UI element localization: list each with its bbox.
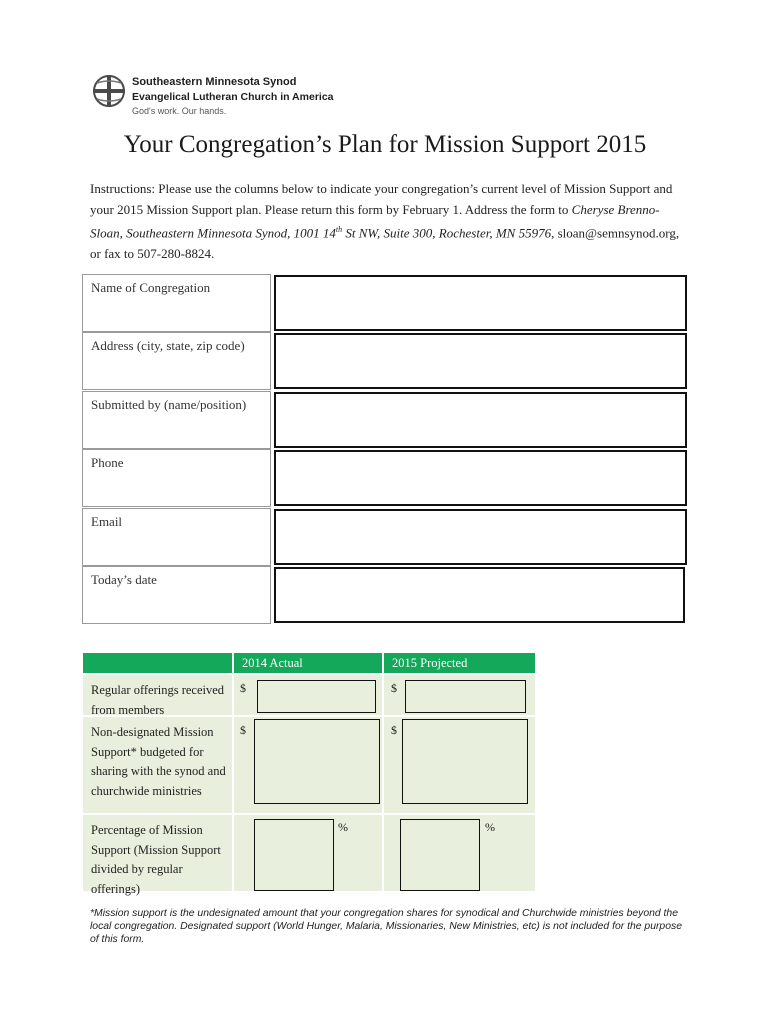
info-row-congregation — [82, 274, 687, 332]
percent-symbol: % — [338, 820, 348, 834]
submitted-by-field[interactable] — [274, 392, 687, 448]
table-cell — [234, 815, 382, 891]
cross-globe-icon — [92, 74, 126, 108]
info-row-date — [82, 566, 687, 624]
field-label: Today’s date — [82, 566, 271, 624]
phone-field[interactable] — [274, 450, 687, 506]
page-title: Your Congregation’s Plan for Mission Support 2015 — [123, 131, 647, 158]
table-header-blank — [83, 653, 232, 673]
mission-support-table — [83, 653, 535, 896]
dollar-symbol: $ — [391, 681, 397, 695]
info-row-address — [82, 332, 687, 390]
header-2015-cell — [384, 653, 535, 673]
info-row-submitted-by — [82, 391, 687, 449]
percentage-2014-input[interactable] — [254, 819, 334, 891]
dollar-symbol: $ — [240, 723, 246, 737]
info-row-email — [82, 508, 687, 566]
table-cell — [384, 815, 535, 891]
synod-logo — [92, 72, 332, 118]
field-label: Address (city, state, zip code) — [82, 332, 271, 390]
table-cell — [384, 717, 535, 813]
dollar-symbol: $ — [240, 681, 246, 695]
table-cell — [234, 717, 382, 813]
mission-support-2015-input[interactable] — [402, 719, 528, 804]
email-field[interactable] — [274, 509, 687, 565]
dollar-symbol: $ — [391, 723, 397, 737]
row-label-mission-support: Non-designated Mission Support* budgeted for sharing with the synod and churchwide ministries — [83, 717, 232, 813]
instructions-sup: th — [335, 225, 343, 234]
table-cell — [384, 675, 535, 715]
table-cell — [234, 675, 382, 715]
congregation-name-field[interactable] — [274, 275, 687, 331]
percent-symbol: % — [485, 820, 495, 834]
instructions-address: Cheryse Brenno-Sloan, Southeastern Minnesota Synod, 1001 14 — [90, 201, 660, 241]
instructions-text: Instructions: Please use the columns below to indicate your congregation’s current level of Mission Support and your 2015 Mission Support plan. Please return this form by February 1. Address the form to — [90, 181, 673, 217]
logo-line-elca: Evangelical Lutheran Church in America — [132, 91, 334, 103]
row-label-regular-offerings: Regular offerings received from members — [83, 675, 232, 715]
offerings-2015-input[interactable] — [405, 680, 526, 713]
field-label: Name of Congregation — [82, 274, 271, 332]
instructions-paragraph — [90, 179, 690, 264]
info-row-phone — [82, 449, 687, 507]
row-label-percentage: Percentage of Mission Support (Mission Support divided by regular offerings) — [83, 815, 232, 891]
instructions-address-cont: St NW, Suite 300, Rochester, MN 55976 — [342, 225, 552, 241]
field-label: Email — [82, 508, 271, 566]
header-2015-projected: 2015 Projected — [392, 656, 468, 670]
todays-date-field[interactable] — [274, 567, 685, 623]
offerings-2014-input[interactable] — [257, 680, 376, 713]
field-label: Submitted by (name/position) — [82, 391, 271, 449]
percentage-2015-input[interactable] — [400, 819, 480, 891]
logo-line-synod: Southeastern Minnesota Synod — [132, 76, 297, 88]
header-2014-cell — [234, 653, 382, 673]
mission-support-2014-input[interactable] — [254, 719, 380, 804]
field-label: Phone — [82, 449, 271, 507]
address-field[interactable] — [274, 333, 687, 389]
logo-tagline: God's work. Our hands. — [132, 106, 227, 116]
footnote: *Mission support is the undesignated amount that your congregation shares for synodical and Churchwide ministries beyond the local congregation. Designated support (World Hunger, Malaria, Missionaries, New Ministries, etc) is not included for the purpose of this form. — [90, 908, 682, 945]
header-2014-actual: 2014 Actual — [242, 656, 303, 670]
instructions-contact: , sloan@semnsynod.org, or fax to 507-280-8824. — [90, 225, 680, 261]
